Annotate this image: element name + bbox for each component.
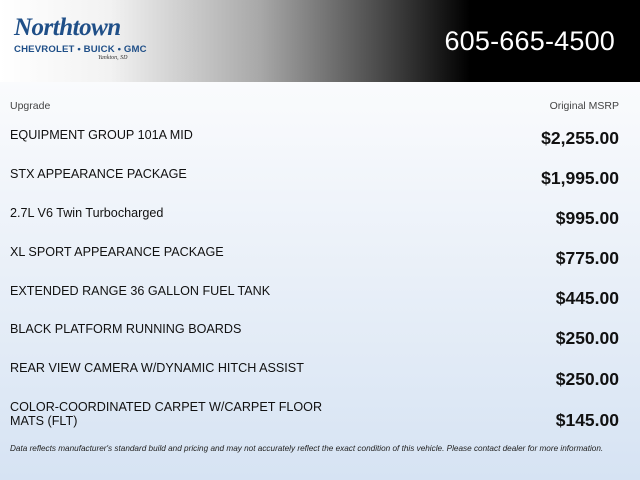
upgrade-name: REAR VIEW CAMERA W/DYNAMIC HITCH ASSIST <box>10 361 304 375</box>
dealer-phone[interactable]: 605-665-4500 <box>444 26 615 56</box>
upgrade-price: $445.00 <box>555 288 619 308</box>
upgrade-name: XL SPORT APPEARANCE PACKAGE <box>10 245 224 259</box>
upgrade-row <box>0 284 640 323</box>
upgrade-price: $775.00 <box>555 248 619 268</box>
upgrade-row <box>0 322 640 361</box>
column-header-upgrade: Upgrade <box>10 100 51 112</box>
upgrade-price: $250.00 <box>555 328 619 348</box>
upgrade-price: $1,995.00 <box>541 168 619 188</box>
column-header-msrp: Original MSRP <box>549 100 619 112</box>
upgrade-price: $145.00 <box>555 410 619 430</box>
upgrade-row <box>0 400 640 442</box>
upgrade-name: EQUIPMENT GROUP 101A MID <box>10 128 193 142</box>
upgrade-row <box>0 361 640 400</box>
upgrade-name: EXTENDED RANGE 36 GALLON FUEL TANK <box>10 284 271 298</box>
logo-brands: CHEVROLET • BUICK • GMC <box>14 44 147 55</box>
upgrade-price: $995.00 <box>555 208 619 228</box>
upgrade-name: COLOR-COORDINATED CARPET W/CARPET FLOOR MATS (FLT) <box>10 400 323 428</box>
upgrade-row <box>0 128 640 167</box>
dealer-logo <box>12 14 147 66</box>
logo-location: Yankton, SD <box>98 55 128 61</box>
logo-name: Northtown <box>14 14 121 41</box>
upgrade-row <box>0 206 640 245</box>
disclaimer-text: Data reflects manufacturer's standard build and pricing and may not accurately reflect the exact condition of this vehicle. Please contact dealer for more information. <box>10 444 604 453</box>
upgrade-name: 2.7L V6 Twin Turbocharged <box>10 206 164 220</box>
header-banner <box>0 0 640 82</box>
upgrade-row <box>0 167 640 206</box>
upgrade-price: $250.00 <box>555 369 619 389</box>
upgrade-row <box>0 245 640 284</box>
upgrade-name: BLACK PLATFORM RUNNING BOARDS <box>10 322 242 336</box>
upgrade-name: STX APPEARANCE PACKAGE <box>10 167 187 181</box>
upgrade-price: $2,255.00 <box>541 128 619 148</box>
